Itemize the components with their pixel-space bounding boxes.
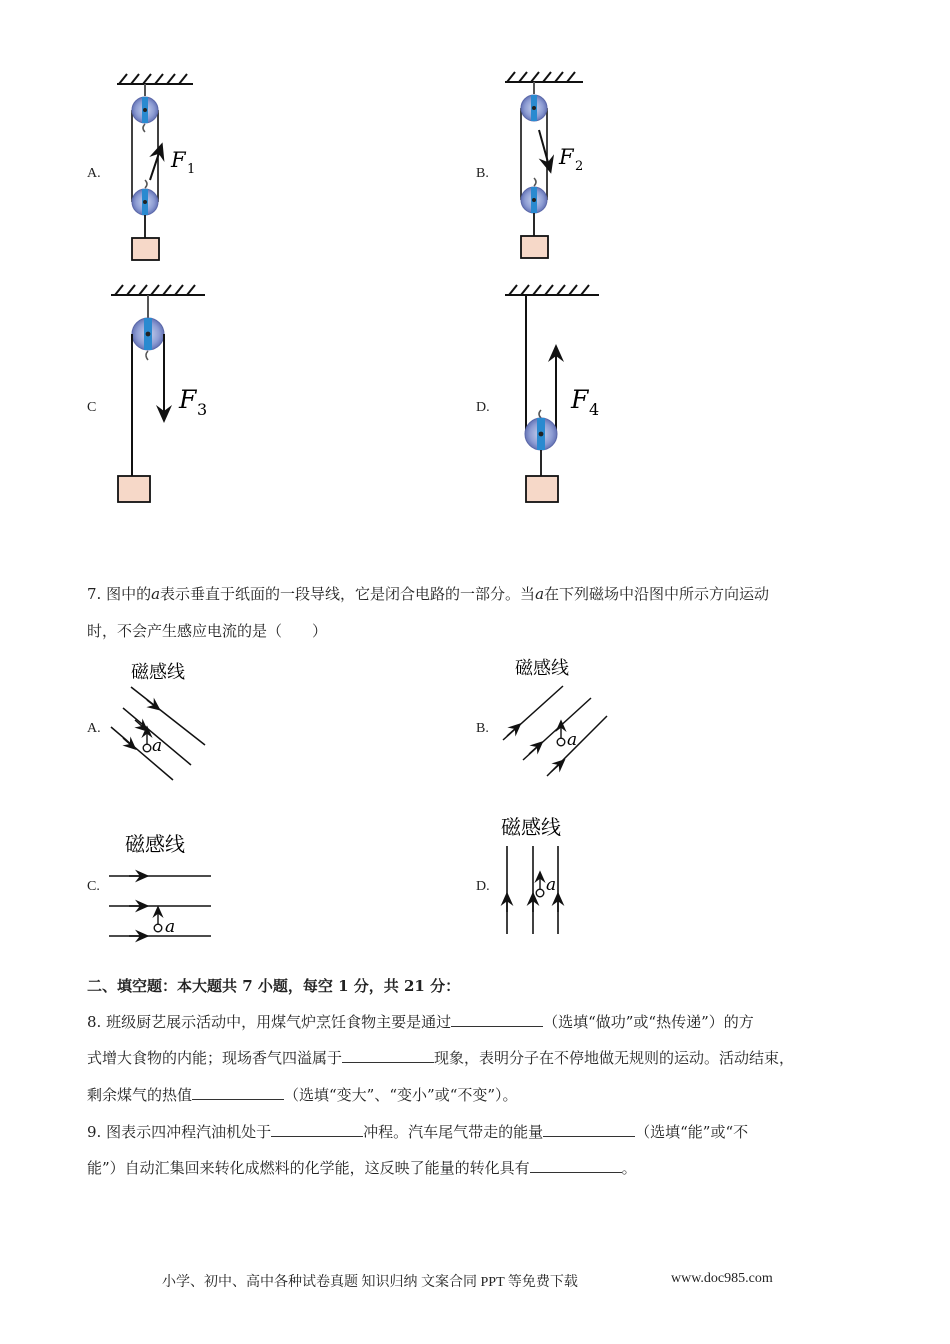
- field-diagram-c: [105, 825, 230, 950]
- q8-line-3: 剩余煤气的热值 （选填“变大”、“变小”或“不变”）。: [87, 1086, 518, 1104]
- ceiling-hatch: [505, 72, 583, 82]
- q8-line-1: 8. 班级厨艺展示活动中，用煤气炉烹饪食物主要是通过 （选填“做功”或“热传递”）的方: [87, 1013, 754, 1031]
- q9-blank-1[interactable]: [271, 1121, 363, 1137]
- field-title: 磁感线: [501, 815, 561, 839]
- weight-block: [521, 236, 548, 258]
- movable-pulley: [525, 418, 557, 450]
- field-option-c-label: C.: [87, 879, 100, 894]
- pulley-diagram-a: [105, 70, 235, 270]
- movable-pulley: [521, 187, 547, 213]
- weight-block: [132, 238, 159, 260]
- svg-text:a: a: [546, 875, 557, 895]
- field-diagram-d: [495, 810, 605, 940]
- q8-blank-2[interactable]: [342, 1047, 434, 1063]
- force-symbol: F: [179, 385, 197, 414]
- svg-text:a: a: [152, 736, 163, 756]
- q9-line-2: 能”）自动汇集回来转化成燃料的化学能，这反映了能量的转化具有 。: [87, 1159, 637, 1177]
- field-option-a-label: A.: [87, 721, 101, 736]
- weight-block: [118, 476, 150, 502]
- wire-a: [557, 738, 565, 746]
- force-subscript: 1: [187, 162, 196, 177]
- footer-text: 小学、初中、高中各种试卷真题 知识归纳 文案合同 PPT 等免费下载: [162, 1275, 578, 1290]
- field-diagram-a: [105, 655, 230, 785]
- option-d-label: D.: [476, 400, 490, 415]
- fixed-pulley: [132, 97, 158, 123]
- force-subscript: 4: [589, 400, 600, 419]
- ceiling-hatch: [505, 285, 599, 295]
- q9-blank-2[interactable]: [543, 1121, 635, 1137]
- force-symbol: F: [571, 385, 589, 414]
- q9-line-1: 9. 图表示四冲程汽油机处于 冲程。汽车尾气带走的能量 （选填“能”或“不: [87, 1123, 749, 1141]
- footer-url[interactable]: www.doc985.com: [671, 1271, 773, 1286]
- option-c-label: C: [87, 400, 97, 415]
- q8-line-2: 式增大食物的内能；现场香气四溢属于 现象，表明分子在不停地做无规则的运动。活动结束，: [87, 1049, 795, 1067]
- field-diagram-b: [495, 650, 625, 780]
- q8-blank-1[interactable]: [451, 1011, 543, 1027]
- q9-blank-3[interactable]: [530, 1157, 622, 1173]
- fixed-pulley: [132, 318, 164, 350]
- field-option-d-label: D.: [476, 879, 490, 894]
- force-symbol: F: [171, 148, 186, 172]
- option-a-label: A.: [87, 166, 101, 181]
- wire-a: [536, 889, 544, 897]
- pulley-diagram-b: [495, 68, 625, 268]
- wire-a: [143, 744, 151, 752]
- wire-a: [154, 924, 162, 932]
- fixed-pulley: [521, 95, 547, 121]
- field-title: 磁感线: [131, 662, 185, 683]
- q7-line-2: 时，不会产生感应电流的是（ ）: [87, 622, 328, 640]
- section-2-title: 二、填空题：本大题共 7 小题，每空 1 分，共 21 分：: [87, 977, 461, 995]
- svg-text:a: a: [567, 730, 578, 750]
- pulley-diagram-c: [105, 280, 245, 510]
- field-title: 磁感线: [515, 658, 569, 679]
- svg-text:a: a: [165, 917, 176, 937]
- q8-blank-3[interactable]: [192, 1084, 284, 1100]
- pulley-diagram-d: [495, 280, 635, 510]
- ceiling-hatch: [111, 285, 205, 295]
- option-b-label: B.: [476, 166, 489, 181]
- movable-pulley: [132, 189, 158, 215]
- force-subscript: 2: [575, 159, 584, 174]
- field-option-b-label: B.: [476, 721, 489, 736]
- q7-line-1: 7. 图中的a表示垂直于纸面的一段导线，它是闭合电路的一部分。当a在下列磁场中沿图中所示方向运动: [87, 585, 770, 603]
- weight-block: [526, 476, 558, 502]
- force-symbol: F: [559, 145, 574, 169]
- ceiling-hatch: [117, 74, 193, 84]
- field-title: 磁感线: [125, 832, 185, 856]
- force-subscript: 3: [197, 400, 208, 419]
